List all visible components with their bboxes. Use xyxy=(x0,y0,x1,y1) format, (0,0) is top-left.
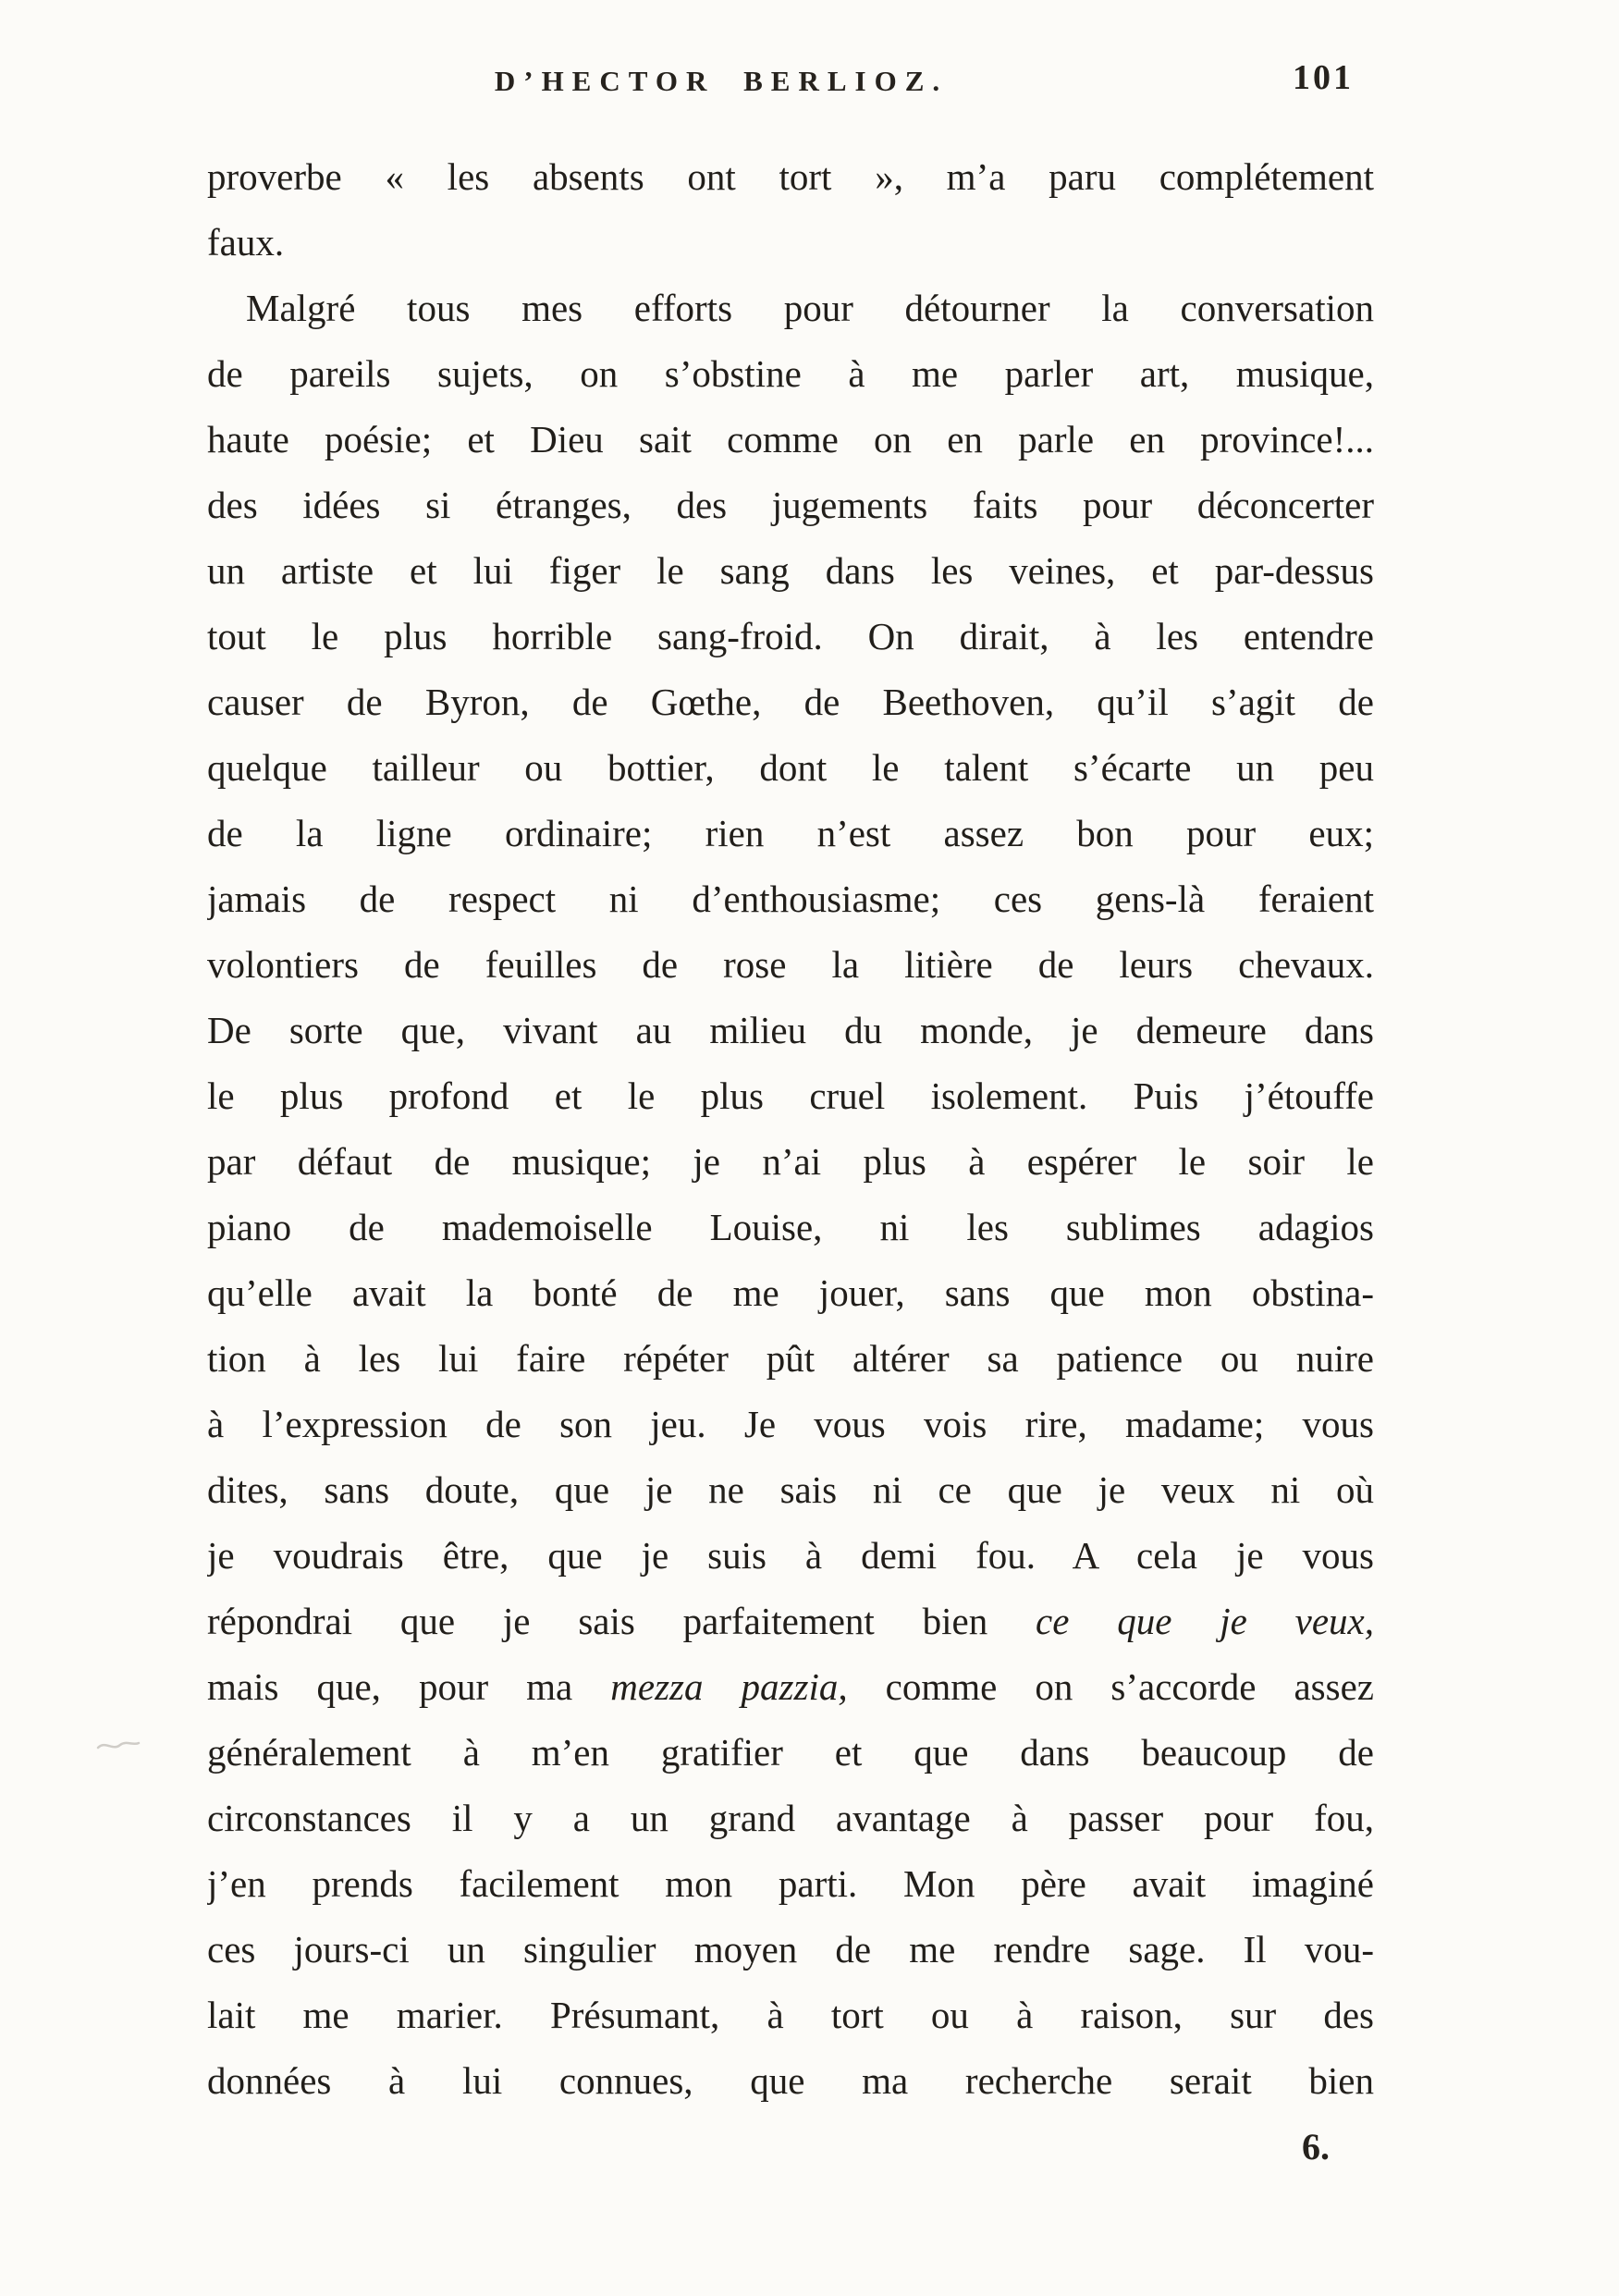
text-line xyxy=(207,2048,1374,2114)
text-line xyxy=(207,407,1374,473)
text-segment: ces jours-ci un singulier moyen de me rendre sage. Il vou- xyxy=(207,1928,1374,1971)
text-segment: comme on s’accorde assez xyxy=(847,1665,1374,1708)
italic-text-segment: mezza pazzia, xyxy=(610,1665,848,1708)
text-segment: par défaut de musique; je n’ai plus à espérer le soir le xyxy=(207,1140,1374,1183)
text-line xyxy=(207,1195,1374,1260)
text-segment: De sorte que, vivant au milieu du monde, je demeure dans xyxy=(207,1009,1374,1051)
text-line xyxy=(207,1129,1374,1195)
text-segment: des idées si étranges, des jugements faits pour déconcerter xyxy=(207,484,1374,526)
text-line xyxy=(207,1326,1374,1392)
text-segment: jamais de respect ni d’enthousiasme; ces gens-là feraient xyxy=(207,878,1374,920)
text-line xyxy=(207,604,1374,669)
text-line xyxy=(207,276,1374,341)
text-line xyxy=(207,1851,1374,1917)
text-segment: dites, sans doute, que je ne sais ni ce que je veux ni où xyxy=(207,1468,1374,1511)
paragraph xyxy=(207,276,1374,2114)
italic-text-segment: ce que je veux, xyxy=(1036,1600,1374,1642)
text-segment: j’en prends facilement mon parti. Mon père avait imaginé xyxy=(207,1862,1374,1905)
text-segment: piano de mademoiselle Louise, ni les sublimes adagios xyxy=(207,1206,1374,1248)
text-segment: causer de Byron, de Gœthe, de Beethoven, qu’il s’agit de xyxy=(207,681,1374,723)
text-segment: je voudrais être, que je suis à demi fou. A cela je vous xyxy=(207,1534,1374,1577)
text-segment: circonstances il y a un grand avantage à passer pour fou, xyxy=(207,1797,1374,1839)
text-segment: quelque tailleur ou bottier, dont le talent s’écarte un peu xyxy=(207,746,1374,789)
text-line xyxy=(207,1260,1374,1326)
text-line xyxy=(207,341,1374,407)
text-line xyxy=(207,144,1374,210)
text-segment: de la ligne ordinaire; rien n’est assez bon pour eux; xyxy=(207,812,1374,854)
signature-mark: 6. xyxy=(1302,2126,1330,2167)
text-line xyxy=(207,1589,1374,1654)
text-line xyxy=(207,801,1374,866)
text-block xyxy=(207,144,1374,2114)
scan-artifact-squiggle xyxy=(96,1737,141,1755)
text-line xyxy=(207,669,1374,735)
text-segment: qu’elle avait la bonté de me jouer, sans que mon obstina- xyxy=(207,1271,1374,1314)
text-segment: mais que, pour ma xyxy=(207,1665,611,1708)
text-segment: haute poésie; et Dieu sait comme on en parle en province!... xyxy=(207,418,1374,460)
text-line xyxy=(207,866,1374,932)
text-line xyxy=(207,1523,1374,1589)
running-head-title: D’HECTOR BERLIOZ. xyxy=(494,65,949,97)
page-number: 101 xyxy=(1293,58,1354,97)
text-line xyxy=(207,473,1374,538)
text-line xyxy=(207,1654,1374,1720)
text-line xyxy=(207,538,1374,604)
text-segment: le plus profond et le plus cruel isolement. Puis j’étouffe xyxy=(207,1074,1374,1117)
text-segment: à l’expression de son jeu. Je vous vois rire, madame; vous xyxy=(207,1403,1374,1445)
text-segment: de pareils sujets, on s’obstine à me parler art, musique, xyxy=(207,352,1374,395)
text-segment: faux. xyxy=(207,221,285,264)
text-line xyxy=(207,1392,1374,1457)
text-segment: un artiste et lui figer le sang dans les veines, et par-dessus xyxy=(207,549,1374,592)
text-segment: proverbe « les absents ont tort », m’a paru complétement xyxy=(207,155,1374,198)
text-line xyxy=(207,1063,1374,1129)
text-segment: tout le plus horrible sang-froid. On dirait, à les entendre xyxy=(207,615,1374,657)
text-segment: données à lui connues, que ma recherche serait bien xyxy=(207,2059,1374,2102)
text-line xyxy=(207,210,1374,276)
text-line xyxy=(207,1457,1374,1523)
text-line xyxy=(207,998,1374,1063)
paragraph xyxy=(207,144,1374,276)
text-line xyxy=(207,1983,1374,2048)
text-segment: volontiers de feuilles de rose la litière de leurs chevaux. xyxy=(207,943,1374,986)
text-segment: généralement à m’en gratifier et que dans beaucoup de xyxy=(207,1731,1374,1774)
text-segment: répondrai que je sais parfaitement bien xyxy=(207,1600,1036,1642)
text-segment: Malgré tous mes efforts pour détourner la conversation xyxy=(246,287,1374,329)
text-segment: tion à les lui faire répéter pût altérer sa patience ou nuire xyxy=(207,1337,1374,1380)
text-segment: lait me marier. Présumant, à tort ou à raison, sur des xyxy=(207,1994,1374,2036)
text-line xyxy=(207,932,1374,998)
text-line xyxy=(207,1786,1374,1851)
text-line xyxy=(207,1720,1374,1786)
text-line xyxy=(207,735,1374,801)
text-line xyxy=(207,1917,1374,1983)
